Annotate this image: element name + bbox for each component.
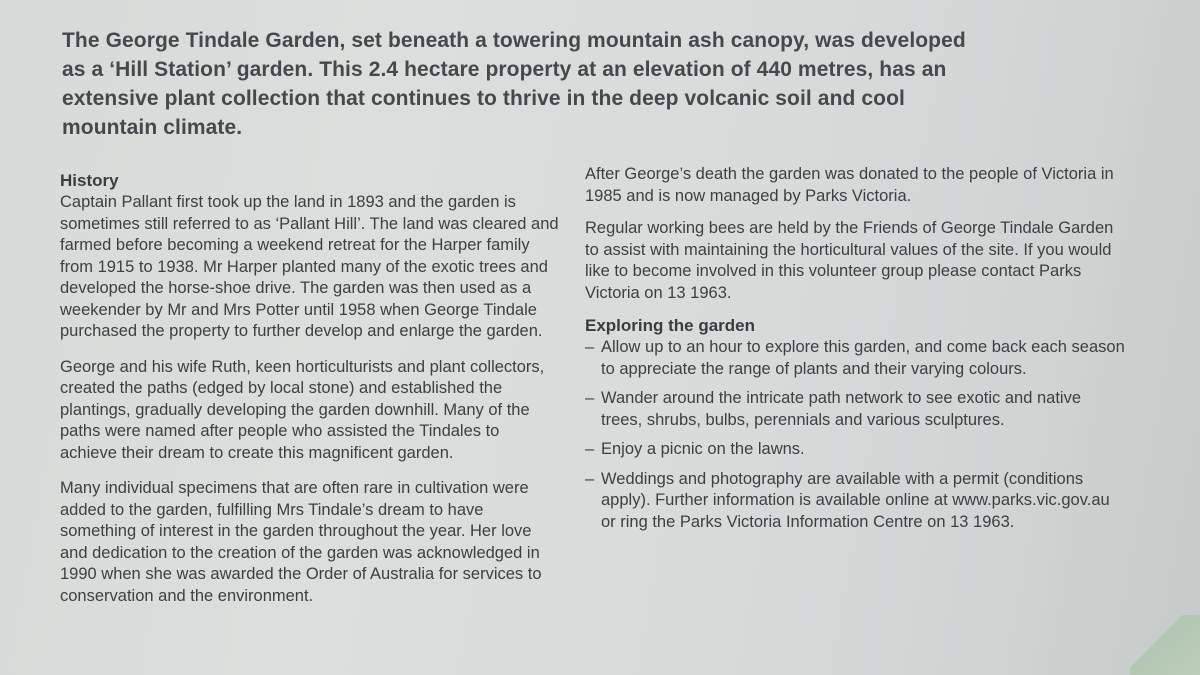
list-item xyxy=(585,469,1125,534)
list-item-text: Allow up to an hour to explore this garden, and come back each season to appreciate the range of plants and their varying colours. xyxy=(601,338,1125,378)
history-paragraph-2: George and his wife Ruth, keen horticulturists and plant collectors, created the paths (edged by local stone) and established the plantings, gradually developing the garden downhill. Many of the paths were named after people who assisted the Tindales to achieve their dream to create this magnificent garden. xyxy=(60,357,545,462)
list-item xyxy=(585,388,1125,431)
dash-bullet: – xyxy=(585,440,595,458)
list-item-text: Enjoy a picnic on the lawns. xyxy=(601,440,805,458)
list-item xyxy=(585,439,1125,461)
history-paragraph-3: Many individual specimens that are often rare in cultivation were added to the garden, fulfilling Mrs Tindale’s dream to have something of interest in the garden throughout the year. Her love and dedication to the creation of the garden was acknowledged in 1990 when she was awarded the Order of Australia for services to conservation and the environment. xyxy=(60,479,542,605)
dash-bullet: – xyxy=(585,389,595,407)
history-paragraph-1: Captain Pallant first took up the land in 1893 and the garden is sometimes still referred to as ‘Pallant Hill’. The land was cleared and farmed before becoming a weekend retreat for the Harper family from 1915 to 1938. Mr Harper planted many of the exotic trees and developed the horse-shoe drive. The garden was then used as a weekender by Mr and Mrs Potter until 1958 when George Tindale purchased the property to further develop and enlarge the garden. xyxy=(60,193,559,340)
donation-paragraph: After George’s death the garden was donated to the people of Victoria in 1985 and is now managed by Parks Victoria. xyxy=(585,165,1114,205)
list-item xyxy=(585,337,1125,380)
exploring-heading: Exploring the garden xyxy=(585,316,756,335)
sign-edge-green xyxy=(1130,615,1200,675)
dash-bullet: – xyxy=(585,469,595,488)
exploring-list xyxy=(585,337,1125,533)
history-column xyxy=(60,170,560,621)
intro-paragraph: The George Tindale Garden, set beneath a towering mountain ash canopy, was developed as a ‘Hill Station’ garden. This 2.4 hectare property at an elevation of 440 metres, has an extensive plant collection that continues to thrive in the deep volcanic soil and cool mountain climate. xyxy=(62,29,966,139)
history-heading: History xyxy=(60,171,119,190)
list-item-text: Weddings and photography are available with a permit (conditions apply). Further information is available online at www.parks.vic.gov.au or ring the Parks Victoria Information Centre on 13 1963. xyxy=(601,469,1110,531)
working-bees-paragraph: Regular working bees are held by the Friends of George Tindale Garden to assist with maintaining the horticultural values of the site. If you would like to become involved in this volunteer group please contact Parks Victoria on 13 1963. xyxy=(585,219,1114,302)
list-item-text: Wander around the intricate path network to see exotic and native trees, shrubs, bulbs, perennials and various sculptures. xyxy=(601,389,1082,429)
exploring-column xyxy=(585,164,1125,541)
dash-bullet: – xyxy=(585,338,595,356)
